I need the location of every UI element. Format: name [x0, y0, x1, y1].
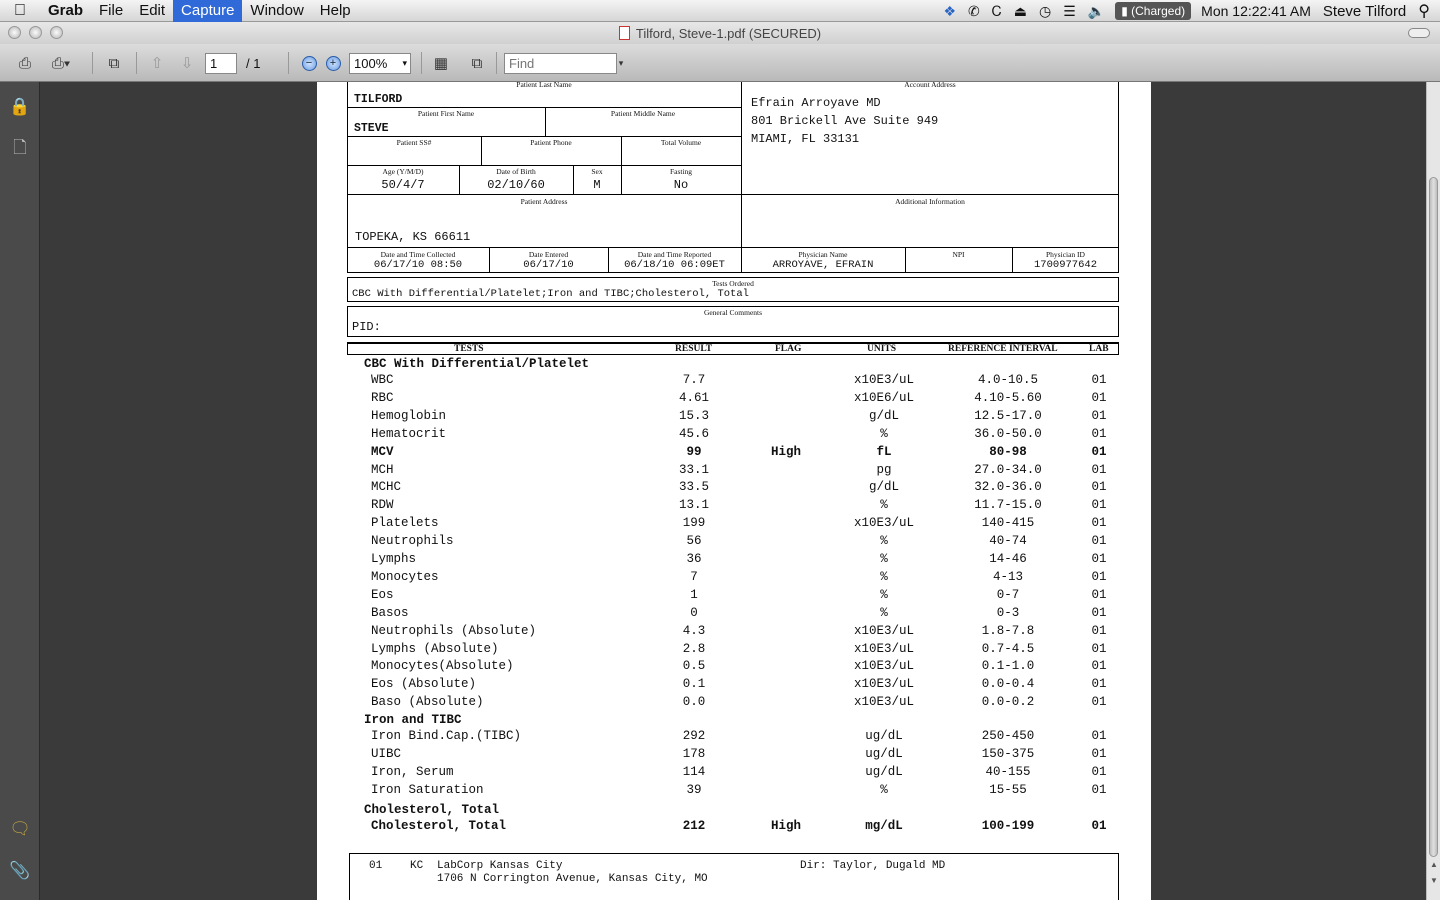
find-input[interactable]	[504, 53, 617, 74]
result-row	[317, 409, 1151, 427]
result-row	[317, 677, 1151, 695]
menu-window[interactable]: Window	[250, 1, 304, 19]
test-name: Platelets	[371, 516, 439, 531]
time-machine-icon[interactable]: ◷	[1038, 2, 1052, 19]
test-reference-interval-text: 12.5-17.0	[974, 408, 1042, 423]
patient-first-name: STEVE	[354, 122, 389, 135]
share-icon[interactable]: ⧉	[108, 54, 120, 72]
test-name: RBC	[371, 390, 394, 405]
test-result-text: 0	[690, 605, 698, 620]
thumbnails-icon[interactable]: 🗋	[13, 137, 27, 157]
test-reference-interval-text: 0-3	[996, 605, 1020, 620]
viewer-toolbar	[0, 44, 1440, 82]
label-account-address: Account Address	[904, 82, 956, 89]
test-result-text: 0.1	[682, 677, 706, 692]
result-row	[317, 391, 1151, 409]
print-icon[interactable]: ⎙	[18, 54, 31, 72]
result-row	[317, 659, 1151, 677]
label-patient-address: Patient Address	[520, 197, 568, 206]
test-name: Iron, Serum	[371, 764, 454, 779]
result-row	[317, 642, 1151, 660]
label-fasting: Fasting	[669, 167, 693, 176]
result-row	[317, 747, 1151, 765]
test-units-text: pg	[876, 462, 892, 477]
scrollbar-thumb[interactable]	[1429, 177, 1438, 857]
result-row	[317, 445, 1151, 463]
test-reference-interval-text: 150-375	[981, 747, 1035, 761]
toolbar-separator	[496, 52, 497, 74]
close-window-button[interactable]	[8, 26, 21, 39]
label-total-volume: Total Volume	[660, 138, 702, 147]
account-address-line1: Efrain Arroyave MD	[751, 96, 881, 110]
col-flag: FLAG	[775, 344, 802, 354]
result-row	[317, 373, 1151, 391]
test-reference-interval-text: 40-74	[989, 534, 1027, 549]
test-lab-text: 01	[1091, 462, 1107, 477]
label-general-comments: General Comments	[703, 308, 763, 317]
test-result-text: 212	[682, 818, 706, 833]
patient-address: TOPEKA, KS 66611	[355, 230, 471, 244]
col-lab: LAB	[1089, 344, 1109, 354]
result-row	[317, 606, 1151, 624]
menu-capture[interactable]: Capture	[173, 0, 242, 22]
test-name: Lymphs	[371, 552, 417, 566]
next-page-icon[interactable]: ⇩	[180, 55, 194, 72]
test-reference-interval-text: 14-46	[989, 552, 1027, 566]
phone-icon[interactable]: ✆	[968, 2, 980, 19]
test-name: Monocytes(Absolute)	[371, 659, 514, 674]
test-units-text: mg/dL	[865, 818, 903, 833]
chevron-down-icon: ▾	[402, 58, 407, 68]
physician-id: 1700977642	[1033, 259, 1097, 271]
test-result-text: 13.1	[678, 498, 710, 513]
test-units-text: x10E3/uL	[853, 677, 915, 692]
test-units-text: x10E3/uL	[853, 641, 915, 656]
test-reference-interval-text: 32.0-36.0	[974, 480, 1042, 495]
result-row	[317, 695, 1151, 713]
toolbar-separator	[288, 52, 289, 74]
vertical-scrollbar[interactable]	[1426, 82, 1440, 900]
scroll-up-arrow-icon[interactable]: ▲	[1430, 860, 1438, 869]
toolbar-separator	[136, 52, 137, 74]
test-units-text: g/dL	[868, 408, 900, 423]
test-result-text: 33.5	[678, 480, 710, 495]
test-units-text: %	[880, 782, 888, 797]
general-comments: PID:	[352, 320, 381, 334]
result-row	[317, 819, 1151, 837]
test-reference-interval-text: 4-13	[992, 569, 1024, 584]
minimize-window-button[interactable]	[29, 26, 42, 39]
battery-text: (Charged)	[1131, 4, 1186, 18]
test-result-text: 56	[686, 534, 702, 549]
results-header	[347, 342, 1119, 355]
label-age: Age (Y/M/D)	[382, 167, 424, 176]
result-row	[317, 729, 1151, 747]
test-lab-text: 01	[1091, 729, 1107, 744]
toolbar-separator	[92, 52, 93, 74]
test-result-text: 0.0	[682, 695, 706, 710]
test-lab-text: 01	[1091, 677, 1107, 692]
divider	[741, 82, 742, 248]
test-lab-text: 01	[1091, 516, 1107, 531]
label-collected: Date and Time Collected	[380, 250, 456, 259]
lab-director: Dir: Taylor, Dugald MD	[800, 860, 946, 872]
label-sex: Sex	[591, 167, 603, 176]
volume-icon[interactable]: 🔈	[1087, 2, 1106, 19]
label-last-name: Patient Last Name	[516, 82, 572, 89]
previous-page-icon[interactable]: ⇧	[150, 55, 164, 72]
test-units-text: x10E3/uL	[853, 516, 915, 531]
test-name: Eos	[371, 587, 394, 602]
pdf-page	[317, 82, 1151, 900]
test-lab-text: 01	[1091, 641, 1107, 656]
label-physician-name: Physician Name	[798, 250, 848, 259]
label-npi: NPI	[952, 250, 965, 259]
menu-edit[interactable]: Edit	[139, 1, 166, 19]
test-result-text: 15.3	[678, 408, 710, 423]
attachment-icon[interactable]: 📎	[9, 861, 31, 880]
dropbox-icon[interactable]: ❖	[943, 2, 957, 19]
label-dob: Date of Birth	[496, 167, 536, 176]
test-flag-text: High	[770, 818, 802, 833]
test-units-text: %	[880, 569, 888, 584]
tests-ordered: CBC With Differential/Platelet;Iron and TIBC;Cholesterol, Total	[352, 288, 749, 300]
test-reference-interval-text: 250-450	[981, 729, 1035, 744]
divider	[347, 107, 741, 108]
test-reference-interval-text: 11.7-15.0	[974, 498, 1042, 513]
test-units-text: %	[880, 552, 888, 566]
test-name: Cholesterol, Total	[371, 818, 507, 833]
scroll-down-arrow-icon[interactable]: ▼	[1430, 876, 1438, 885]
test-name: Eos (Absolute)	[371, 677, 477, 692]
test-name: MCH	[371, 462, 394, 477]
test-units-text: %	[880, 498, 888, 513]
test-result-text: 33.1	[678, 462, 710, 477]
result-row	[317, 588, 1151, 606]
test-lab-text: 01	[1091, 444, 1107, 459]
zoom-window-button[interactable]	[50, 26, 63, 39]
section-title: Cholesterol, Total	[364, 802, 500, 817]
test-result-text: 178	[682, 747, 706, 761]
label-additional-info: Additional Information	[895, 197, 965, 206]
test-reference-interval-text: 27.0-34.0	[974, 462, 1042, 477]
test-name: Iron Bind.Cap.(TIBC)	[371, 729, 522, 744]
menu-bar	[0, 0, 1440, 22]
test-lab-text: 01	[1091, 498, 1107, 513]
comments-icon[interactable]: 🗨	[9, 819, 31, 838]
result-row	[317, 427, 1151, 445]
patient-age: 50/4/7	[381, 178, 425, 192]
test-reference-interval-text: 40-155	[985, 764, 1031, 779]
wifi-icon[interactable]: ☰	[1063, 2, 1076, 19]
lab-address: 1706 N Corrington Avenue, Kansas City, MO	[437, 873, 708, 885]
find-options-chevron-icon[interactable]: ▾	[618, 57, 624, 68]
test-name: Hematocrit	[371, 426, 447, 441]
test-result-text: 36	[686, 552, 702, 566]
test-reference-interval-text: 15-55	[989, 782, 1027, 797]
test-reference-interval-text: 0.0-0.4	[981, 677, 1035, 692]
test-reference-interval-text: 0.0-0.2	[981, 695, 1035, 710]
page-number-input[interactable]: 1	[205, 53, 237, 74]
user-name[interactable]: Steve Tilford	[1322, 2, 1407, 20]
test-lab-text: 01	[1091, 818, 1107, 833]
left-sidebar	[0, 82, 40, 900]
test-result-text: 292	[682, 729, 706, 744]
zoom-value: 100%	[354, 56, 388, 71]
test-lab-text: 01	[1091, 695, 1107, 710]
test-name: RDW	[371, 498, 394, 513]
label-reported: Date and Time Reported	[637, 250, 712, 259]
battery-status[interactable]: ▮ (Charged)	[1115, 2, 1191, 20]
clock[interactable]: Mon 12:22:41 AM	[1201, 3, 1311, 19]
test-result-text: 4.61	[678, 390, 710, 405]
test-lab-text: 01	[1091, 480, 1107, 495]
test-units-text: %	[880, 605, 888, 620]
test-reference-interval-text: 1.8-7.8	[981, 623, 1035, 638]
test-units-text: %	[880, 534, 888, 549]
test-lab-text: 01	[1091, 587, 1107, 602]
test-reference-interval-text: 140-415	[981, 516, 1035, 531]
fit-width-icon[interactable]: ▦	[433, 55, 449, 72]
menu-file[interactable]: File	[99, 1, 124, 19]
test-lab-text: 01	[1091, 426, 1107, 441]
lab-number: 01	[369, 860, 383, 872]
lock-icon[interactable]: 🔒	[9, 97, 31, 116]
result-row	[317, 624, 1151, 642]
label-middle-name: Patient Middle Name	[610, 109, 676, 118]
test-lab-text: 01	[1091, 605, 1107, 620]
col-units: UNITS	[867, 344, 897, 354]
fit-page-icon[interactable]: ⧉	[471, 54, 483, 72]
test-result-text: 45.6	[678, 426, 710, 441]
bluetooth-icon[interactable]: Ꮯ	[991, 2, 1002, 19]
test-name: Monocytes	[371, 569, 439, 584]
test-name: Hemoglobin	[371, 408, 447, 423]
document-viewport[interactable]	[41, 82, 1426, 900]
date-reported: 06/18/10 06:09ET	[624, 259, 725, 271]
menu-app-name[interactable]: Grab	[48, 1, 84, 19]
test-units-text: x10E3/uL	[853, 373, 915, 387]
result-row	[317, 480, 1151, 498]
zoom-select[interactable]	[349, 53, 411, 74]
test-lab-text: 01	[1091, 623, 1107, 638]
divider	[347, 165, 741, 166]
account-address-line2: 801 Brickell Ave Suite 949	[751, 114, 939, 128]
section-title: CBC With Differential/Platelet	[364, 357, 590, 371]
test-units-text: ug/dL	[865, 747, 903, 761]
spotlight-search-icon[interactable]: ⚲	[1418, 3, 1430, 20]
test-result-text: 0.5	[682, 659, 706, 674]
result-row	[317, 765, 1151, 783]
test-units-text: x10E3/uL	[853, 623, 915, 638]
result-row	[317, 498, 1151, 516]
test-reference-interval-text: 36.0-50.0	[974, 426, 1042, 441]
test-result-text: 7.7	[682, 373, 706, 387]
result-row	[317, 516, 1151, 534]
test-name: Lymphs (Absolute)	[371, 641, 499, 656]
label-entered: Date Entered	[528, 250, 569, 259]
test-lab-text: 01	[1091, 782, 1107, 797]
label-physician-id: Physician ID	[1046, 250, 1085, 259]
section-title: Iron and TIBC	[364, 713, 462, 728]
test-lab-text: 01	[1091, 534, 1107, 549]
date-collected: 06/17/10 08:50	[373, 259, 463, 271]
print-options-icon[interactable]: ⎙▾	[51, 54, 71, 72]
test-result-text: 1	[690, 587, 698, 602]
test-units-text: fL	[876, 444, 892, 459]
test-name: MCV	[371, 444, 394, 459]
test-lab-text: 01	[1091, 373, 1107, 387]
result-row	[317, 534, 1151, 552]
test-name: MCHC	[371, 480, 402, 495]
test-lab-text: 01	[1091, 747, 1107, 761]
result-row	[317, 463, 1151, 481]
test-result-text: 114	[682, 764, 706, 779]
label-ssn: Patient SS#	[396, 138, 432, 147]
test-result-text: 199	[682, 516, 706, 531]
test-name: Neutrophils	[371, 534, 454, 549]
test-lab-text: 01	[1091, 764, 1107, 779]
test-reference-interval-text: 100-199	[981, 818, 1035, 833]
divider	[347, 194, 1119, 195]
date-entered: 06/17/10	[523, 259, 574, 271]
test-reference-interval-text: 0-7	[996, 587, 1020, 602]
test-name: Iron Saturation	[371, 782, 484, 797]
test-flag-text: High	[770, 444, 802, 459]
patient-dob: 02/10/60	[487, 178, 545, 192]
label-phone: Patient Phone	[530, 138, 572, 147]
patient-fasting: No	[673, 178, 689, 192]
test-name: Basos	[371, 605, 409, 620]
test-units-text: x10E3/uL	[853, 695, 915, 710]
test-units-text: %	[880, 426, 888, 441]
test-reference-interval-text: 0.7-4.5	[981, 641, 1035, 656]
page-total: / 1	[246, 56, 261, 71]
test-lab-text: 01	[1091, 552, 1107, 566]
test-units-text: x10E6/uL	[853, 390, 915, 405]
menu-help[interactable]: Help	[319, 1, 351, 19]
toolbar-separator	[421, 52, 422, 74]
test-lab-text: 01	[1091, 408, 1107, 423]
test-units-text: ug/dL	[865, 764, 903, 779]
col-tests: TESTS	[454, 344, 484, 354]
test-result-text: 99	[686, 444, 702, 459]
test-result-text: 2.8	[682, 641, 706, 656]
test-reference-interval-text: 4.10-5.60	[974, 390, 1042, 405]
divider	[347, 136, 741, 137]
toolbar-toggle-button[interactable]	[1408, 28, 1430, 38]
result-row	[317, 783, 1151, 801]
test-reference-interval-text: 80-98	[989, 444, 1027, 459]
test-reference-interval-text: 0.1-1.0	[981, 659, 1035, 674]
test-units-text: %	[880, 587, 888, 602]
eject-icon[interactable]: ⏏	[1013, 2, 1027, 19]
apple-icon[interactable]	[0, 2, 40, 20]
account-address-line3: MIAMI, FL 33131	[751, 132, 860, 146]
test-result-text: 7	[690, 569, 698, 584]
test-units-text: ug/dL	[865, 729, 903, 744]
test-name: WBC	[371, 373, 394, 387]
physician-name: ARROYAVE, EFRAIN	[772, 259, 874, 271]
test-result-text: 39	[686, 782, 702, 797]
test-lab-text: 01	[1091, 390, 1107, 405]
pdf-file-icon	[619, 26, 630, 40]
col-result: RESULT	[675, 344, 713, 354]
patient-last-name: TILFORD	[354, 93, 403, 106]
result-row	[317, 570, 1151, 588]
test-name: UIBC	[371, 747, 402, 761]
zoom-in-icon[interactable]: +	[320, 51, 346, 75]
zoom-out-icon[interactable]: −	[296, 51, 322, 75]
col-reference: REFERENCE INTERVAL	[948, 344, 1058, 354]
result-row	[317, 552, 1151, 570]
test-lab-text: 01	[1091, 569, 1107, 584]
label-tests-ordered: Tests Ordered	[712, 279, 754, 288]
label-first-name: Patient First Name	[417, 109, 475, 118]
test-name: Neutrophils (Absolute)	[371, 623, 537, 638]
patient-sex: M	[593, 178, 601, 192]
test-units-text: x10E3/uL	[853, 659, 915, 674]
window-title-bar	[0, 22, 1440, 44]
lab-name: LabCorp Kansas City	[437, 860, 563, 872]
window-title: Tilford, Steve-1.pdf (SECURED)	[635, 25, 822, 41]
test-units-text: g/dL	[868, 480, 900, 495]
lab-code: KC	[410, 860, 424, 872]
test-lab-text: 01	[1091, 659, 1107, 674]
test-name: Baso (Absolute)	[371, 695, 484, 710]
test-result-text: 4.3	[682, 623, 706, 638]
test-reference-interval-text: 4.0-10.5	[977, 373, 1039, 387]
